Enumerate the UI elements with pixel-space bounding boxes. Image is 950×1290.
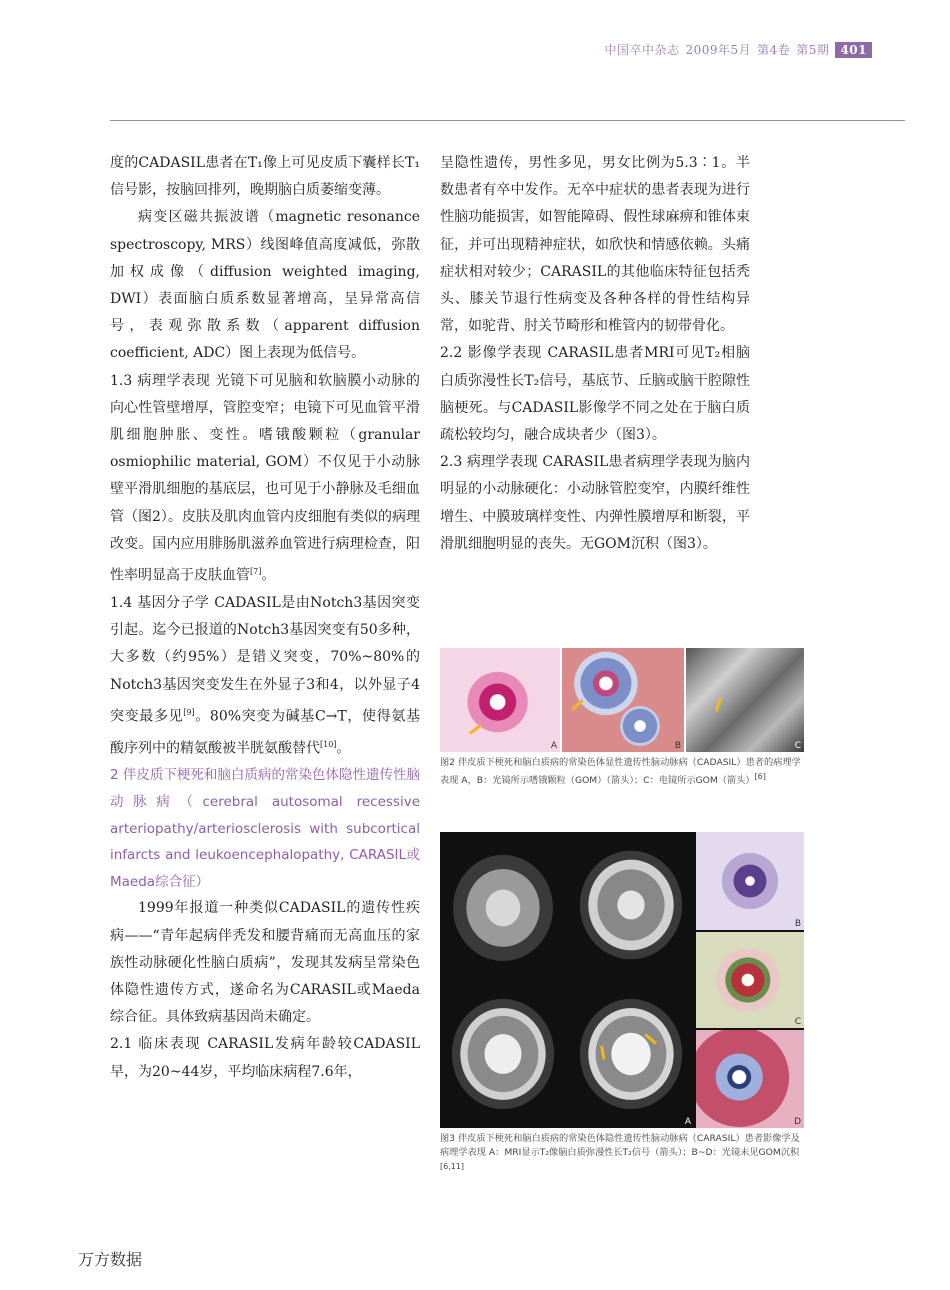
period: 。 (261, 567, 276, 584)
panel-3b-micrograph (696, 832, 804, 930)
citation-6-11: [6,11] (440, 1162, 465, 1171)
paragraph-clinical-2-1: 2.1 临床表现 CARASIL发病年龄较CADASIL早，为20~44岁，平均临床病程7.6年， (110, 1036, 420, 1080)
panel-label-a: A (684, 1117, 691, 1127)
paragraph-carasil-intro: 1999年报道一种类似CADASIL的遗传性疾病——“青年起病伴秃发和腰背痛而无高血压的家族性动脉硬化性脑白质病”，发现其发病呈常染色体隐性遗传方式，遂命名为CARASIL或Maeda综合征。具体致病基因尚未确定。 (110, 900, 420, 1026)
caption-text: 图3 伴皮质下梗死和脑白质病的常染色体隐性遗传性脑动脉病（CARASIL）患者影像学及病理学表现 A：MRI显示T₂像脑白质弥漫性长T₂信号（箭头）；B~D：光镜未见GOM沉积 (440, 1133, 800, 1158)
panel-3a-mri-lower-right (568, 980, 694, 1128)
page-number: 401 (835, 42, 872, 58)
issue-date: 2009年5月 (685, 43, 752, 57)
caption-text: 图2 伴皮质下梗死和脑白质病的常染色体显性遗传性脑动脉病（CADASIL）患者的病理学表现 A，B：光镜所示嗜锇颗粒（GOM）（箭头）；C：电镜所示GOM（箭头） (440, 757, 801, 787)
paragraph-imaging-2-2: 2.2 影像学表现 CARASIL患者MRI可见T₂相脑白质弥漫性长T₂信号，基底节、丘脑或脑干腔隙性脑梗死。与CADASIL影像学不同之处在于脑白质疏松较均匀，融合成块者少（图3）。 (440, 345, 750, 444)
arrow-icon (600, 1045, 605, 1059)
panel-2c-electron-micrograph (686, 648, 804, 752)
volume-label: 第4卷 (757, 43, 791, 57)
panel-3a-mri-upper-right (568, 832, 694, 978)
paragraph-pathology-1-3 (110, 368, 420, 590)
panel-label-c: C (794, 741, 801, 751)
citation-7: [7] (250, 567, 262, 577)
issue-label: 第5期 (796, 43, 830, 57)
header-divider (110, 120, 905, 121)
panel-3c-micrograph (696, 932, 804, 1028)
journal-name: 中国卒中杂志 (604, 43, 680, 57)
figure-3 (440, 832, 804, 1178)
left-column (110, 150, 420, 1086)
figure-2 (440, 648, 804, 788)
citation-9: [9] (183, 707, 195, 717)
arrow-icon (644, 1033, 657, 1044)
figure-3-caption (440, 1132, 804, 1178)
panel-2a-micrograph (440, 648, 560, 752)
paragraph-inheritance: 呈隐性遗传，男性多见，男女比例为5.3∶1。半数患者有卒中发作。无卒中症状的患者表现为进行性脑功能损害，如智能障碍、假性球麻痹和锥体束征，并可出现精神症状，如欣快和情感依赖。头痛症状相对较少；CARASIL的其他临床特征包括秃头、膝关节退行性病变及各种各样的骨性结构异常，如驼背、肘关节畸形和椎管内的韧带骨化。 (440, 155, 750, 335)
paragraph-mrs-dwi: 病变区磁共振波谱（magnetic resonance spectroscopy, MRS）线图峰值高度减低，弥散加权成像（diffusion weighted imaging, DWI）表面脑白质系数显著增高，呈异常高信号，表观弥散系数（apparent diffusion coefficient, ADC）图上表现为低信号。 (110, 209, 420, 362)
panel-3a-mri-upper-left (440, 832, 566, 978)
vessel-cross-section (620, 706, 660, 746)
panel-3a-mri-lower-left (440, 980, 566, 1128)
figure-2-caption (440, 756, 804, 788)
panel-label-a: A (550, 741, 557, 751)
genetics-text-2: 。80%突变为碱基C→T，使得氨基酸序列中的精氨酸被半胱氨酸替代 (110, 708, 420, 757)
right-column (440, 150, 750, 558)
citation-10: [10] (320, 739, 337, 749)
paragraph-genetics-1-4 (110, 590, 420, 763)
panel-label-b: B (674, 741, 681, 751)
panel-2b-micrograph (562, 648, 684, 752)
pathology-text: 1.3 病理学表现 光镜下可见脑和软脑膜小动脉的向心性管壁增厚，管腔变窄；电镜下可见血管平滑肌细胞肿胀、变性。嗜锇酸颗粒（granular osmiophilic material, GOM）不仅见于小动脉壁平滑肌细胞的基底层，也可见于小静脉及毛细血管（图2）。皮肤及肌肉血管内皮细胞有类似的病理改变。国内应用腓肠肌滋养血管进行病理检查，阳性率明显高于皮肤血管 (110, 372, 420, 584)
panel-label-b: B (794, 919, 801, 929)
figure-2-panels (440, 648, 804, 752)
panel-label-c: C (794, 1017, 801, 1027)
panel-label-d: D (794, 1117, 801, 1127)
arrow-icon (571, 699, 584, 710)
running-header (604, 41, 872, 58)
paragraph-pathology-2-3: 2.3 病理学表现 CARASIL患者病理学表现为脑内明显的小动脉硬化：小动脉管腔变窄，内膜纤维性增生、中膜玻璃样变性、内弹性膜增厚和断裂，平滑肌细胞明显的丧失。无GOM沉积（图3）。 (440, 454, 750, 552)
figure-3-panels (440, 832, 804, 1128)
panel-3d-micrograph (696, 1030, 804, 1128)
paragraph-cadasil-t1: 度的CADASIL患者在T₁像上可见皮质下囊样长T₁信号影，按脑回排列，晚期脑白质萎缩变薄。 (110, 155, 420, 199)
genetics-text: 1.4 基因分子学 CADASIL是由Notch3基因突变引起。迄今已报道的Notch3基因突变有50多种，大多数（约95%）是错义突变，70%~80%的Notch3基因突变发生在外显子3和4，以外显子4突变最多见 (110, 594, 420, 725)
footer-watermark: 万方数据 (78, 1250, 143, 1269)
citation-6: [6] (754, 772, 766, 781)
period: 。 (336, 740, 351, 757)
arrow-icon (715, 698, 723, 712)
section-2-heading: 2 伴皮质下梗死和脑白质病的常染色体隐性遗传性脑动脉病（cerebral autosomal recessive arteriopathy/arteriosclerosis with subcortical infarcts and leukoencephalopathy, CARASIL或Maeda综合征） (110, 767, 420, 890)
arrow-icon (469, 724, 482, 735)
